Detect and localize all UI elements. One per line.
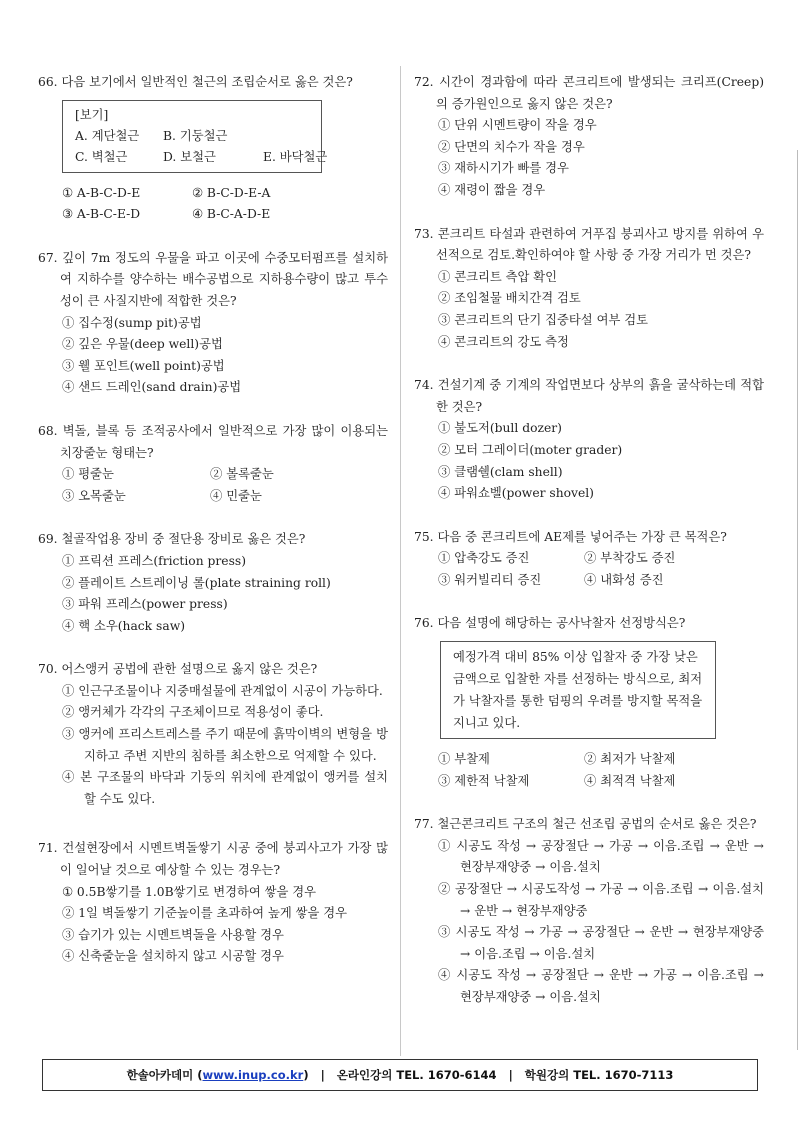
option[interactable]: ② B-C-D-E-A <box>192 185 271 200</box>
option[interactable]: ③ A-B-C-E-D <box>62 207 141 222</box>
footer-contact-bar <box>42 1059 758 1091</box>
option[interactable]: ① 평줄눈 <box>62 467 114 482</box>
question-76 <box>414 613 764 792</box>
online-phone: 온라인강의 TEL. 1670-6144 <box>336 1068 497 1082</box>
option[interactable]: ③ 습기가 있는 시멘트벽돌을 사용할 경우 <box>62 927 284 942</box>
option[interactable]: ③ 웰 포인트(well point)공법 <box>62 358 225 373</box>
option[interactable]: ④ 재령이 짧을 경우 <box>438 182 546 197</box>
question-text: 74. 건설기계 중 기계의 작업면보다 상부의 흙을 굴삭하는데 적합한 것은? <box>414 378 764 414</box>
page-edge-line <box>797 150 798 1050</box>
options-grid <box>38 464 388 507</box>
bogi-item <box>263 126 353 147</box>
option[interactable]: ① 집수정(sump pit)공법 <box>62 315 202 330</box>
option[interactable]: ④ 내화성 증진 <box>584 572 664 587</box>
option[interactable]: ① 콘크리트 측압 확인 <box>438 269 558 284</box>
option[interactable]: ② 최저가 낙찰제 <box>584 752 676 767</box>
option[interactable]: ③ 앵커에 프리스트레스를 주기 때문에 흙막이벽의 변형을 방지하고 주변 지반의 침하를 최소한으로 억제할 수 있다. <box>62 727 388 763</box>
right-column <box>414 72 764 1009</box>
option[interactable]: ④ 최적격 낙찰제 <box>584 773 676 788</box>
question-text: 67. 깊이 7m 정도의 우물을 파고 이곳에 수중모터펌프를 설치하여 지하수를 양수하는 배수공법으로 지하용수량이 많고 투수성이 큰 사질지반에 적합한 것은? <box>38 250 388 308</box>
option[interactable]: ④ 시공도 작성 → 공장절단 → 운반 → 가공 → 이음.조립 → 현장부재양중 → 이음.설치 <box>438 968 764 1004</box>
question-text: 73. 콘크리트 타설과 관련하여 거푸집 붕괴사고 방지를 위하여 우선적으로 검토.확인하여야 할 사항 중 가장 거리가 먼 것은? <box>414 226 764 263</box>
option[interactable]: ② 깊은 우물(deep well)공법 <box>62 337 223 352</box>
option[interactable]: ④ 샌드 드레인(sand drain)공법 <box>62 380 242 395</box>
option[interactable]: ③ 오목줄눈 <box>62 488 126 503</box>
option[interactable]: ① 압축강도 증진 <box>438 551 530 566</box>
option[interactable]: ③ 시공도 작성 → 가공 → 공장절단 → 운반 → 현장부재양중 → 이음.조립 → 이음.설치 <box>438 925 764 961</box>
bogi-box <box>62 100 328 173</box>
question-66 <box>38 72 388 226</box>
separator: | <box>508 1068 513 1082</box>
question-71 <box>38 838 388 968</box>
question-text: 69. 철골작업용 장비 중 절단용 장비로 옳은 것은? <box>38 532 306 547</box>
option[interactable]: ② 조임철물 배치간격 검토 <box>438 291 581 306</box>
question-text: 72. 시간이 경과함에 따라 콘크리트에 발생되는 크리프(Creep)의 증가원인으로 옳지 않은 것은? <box>414 75 764 111</box>
description-box: 예정가격 대비 85% 이상 입찰자 중 가장 낮은 금액으로 입찰한 자를 선정하는 방식으로, 최저가 낙찰자를 통한 덤핑의 우려를 방지할 목적을 지니고 있다. <box>440 641 716 739</box>
option[interactable]: ② 부착강도 증진 <box>584 551 676 566</box>
option[interactable]: ① 시공도 작성 → 공장절단 → 가공 → 이음.조립 → 운반 → 현장부재양중 → 이음.설치 <box>438 838 764 875</box>
question-75 <box>414 527 764 592</box>
option[interactable]: ② 1일 벽돌쌓기 기준높이를 초과하여 높게 쌓을 경우 <box>62 906 348 921</box>
option[interactable]: ① 부찰제 <box>438 752 490 767</box>
question-68 <box>38 421 388 507</box>
option[interactable]: ① 인근구조물이나 지중매설물에 관계없이 시공이 가능하다. <box>62 683 383 698</box>
website-link[interactable]: www.inup.co.kr <box>202 1068 304 1082</box>
paren-close: ) <box>303 1068 309 1082</box>
question-text: 68. 벽돌, 블록 등 조적공사에서 일반적으로 가장 많이 이용되는 치장줄눈 형태는? <box>38 423 388 460</box>
question-74 <box>414 375 764 505</box>
option[interactable]: ② 볼록줄눈 <box>210 467 274 482</box>
bogi-item: E. 바닥철근 <box>263 149 328 164</box>
option[interactable]: ② 모터 그레이더(moter grader) <box>438 442 623 457</box>
question-text: 76. 다음 설명에 해당하는 공사낙찰자 선정방식은? <box>414 616 686 631</box>
bogi-row <box>75 126 309 147</box>
option[interactable]: ③ 재하시기가 빠를 경우 <box>438 161 569 176</box>
question-72 <box>414 72 764 202</box>
options-grid <box>38 183 388 226</box>
left-column <box>38 72 388 968</box>
option[interactable]: ① 단위 시멘트량이 작을 경우 <box>438 118 597 133</box>
option[interactable]: ② 단면의 치수가 작을 경우 <box>438 139 585 154</box>
option[interactable]: ③ 파워 프레스(power press) <box>62 597 228 612</box>
bogi-item: A. 계단철근 <box>75 128 140 143</box>
question-73 <box>414 224 764 354</box>
option[interactable]: ③ 워커빌리티 증진 <box>438 572 542 587</box>
option[interactable]: ② 앵커체가 각각의 구조체이므로 적용성이 좋다. <box>62 705 324 720</box>
option[interactable]: ② 공장절단 → 시공도작성 → 가공 → 이음.조립 → 이음.설치 → 운반 → 현장부재양중 <box>438 882 764 918</box>
separator: | <box>320 1068 325 1082</box>
bogi-item: D. 보철근 <box>163 149 216 164</box>
academy-name: 한솔아카데미 ( <box>126 1068 203 1082</box>
option[interactable]: ② 플레이트 스트레이닝 롤(plate straining roll) <box>62 575 331 590</box>
bogi-item: B. 기둥철근 <box>163 128 228 143</box>
question-text: 77. 철근콘크리트 구조의 철근 선조립 공법의 순서로 옳은 것은? <box>414 817 757 832</box>
question-text: 70. 어스앵커 공법에 관한 설명으로 옳지 않은 것은? <box>38 662 318 677</box>
option[interactable]: ① 0.5B쌓기를 1.0B쌓기로 변경하여 쌓을 경우 <box>62 884 317 899</box>
option[interactable]: ④ 본 구조물의 바닥과 기둥의 위치에 관계없이 앵커를 설치할 수도 있다. <box>62 770 388 806</box>
bogi-item: C. 벽철근 <box>75 149 128 164</box>
option[interactable]: ④ 민줄눈 <box>210 488 262 503</box>
question-67 <box>38 248 388 399</box>
question-70 <box>38 659 388 810</box>
question-69 <box>38 529 388 637</box>
option[interactable]: ③ 콘크리트의 단기 집중타설 여부 검토 <box>438 312 649 327</box>
option[interactable]: ④ B-C-A-D-E <box>192 207 271 222</box>
column-divider <box>400 66 401 1056</box>
option[interactable]: ④ 신축줄눈을 설치하지 않고 시공할 경우 <box>62 949 284 964</box>
question-text: 66. 다음 보기에서 일반적인 철근의 조립순서로 옳은 것은? <box>38 75 353 89</box>
question-text: 71. 건설현장에서 시멘트벽돌쌓기 시공 중에 붕괴사고가 가장 많이 일어날 것으로 예상할 수 있는 경우는? <box>38 841 388 878</box>
option[interactable]: ③ 클램쉘(clam shell) <box>438 464 563 479</box>
options-grid <box>414 548 764 591</box>
option[interactable]: ① A-B-C-D-E <box>62 185 141 200</box>
options-grid <box>414 749 764 792</box>
option[interactable]: ① 불도저(bull dozer) <box>438 421 562 436</box>
option[interactable]: ④ 콘크리트의 강도 측정 <box>438 334 569 349</box>
offline-phone: 학원강의 TEL. 1670-7113 <box>524 1068 674 1082</box>
question-text: 75. 다음 중 콘크리트에 AE제를 넣어주는 가장 큰 목적은? <box>414 529 727 544</box>
option[interactable]: ③ 제한적 낙찰제 <box>438 773 530 788</box>
bogi-title: [보기] <box>75 107 109 122</box>
bogi-row <box>75 147 328 168</box>
option[interactable]: ④ 핵 소우(hack saw) <box>62 618 186 633</box>
option[interactable]: ① 프릭션 프레스(friction press) <box>62 553 246 568</box>
option[interactable]: ④ 파워쇼벨(power shovel) <box>438 486 594 501</box>
question-77 <box>414 814 764 1008</box>
